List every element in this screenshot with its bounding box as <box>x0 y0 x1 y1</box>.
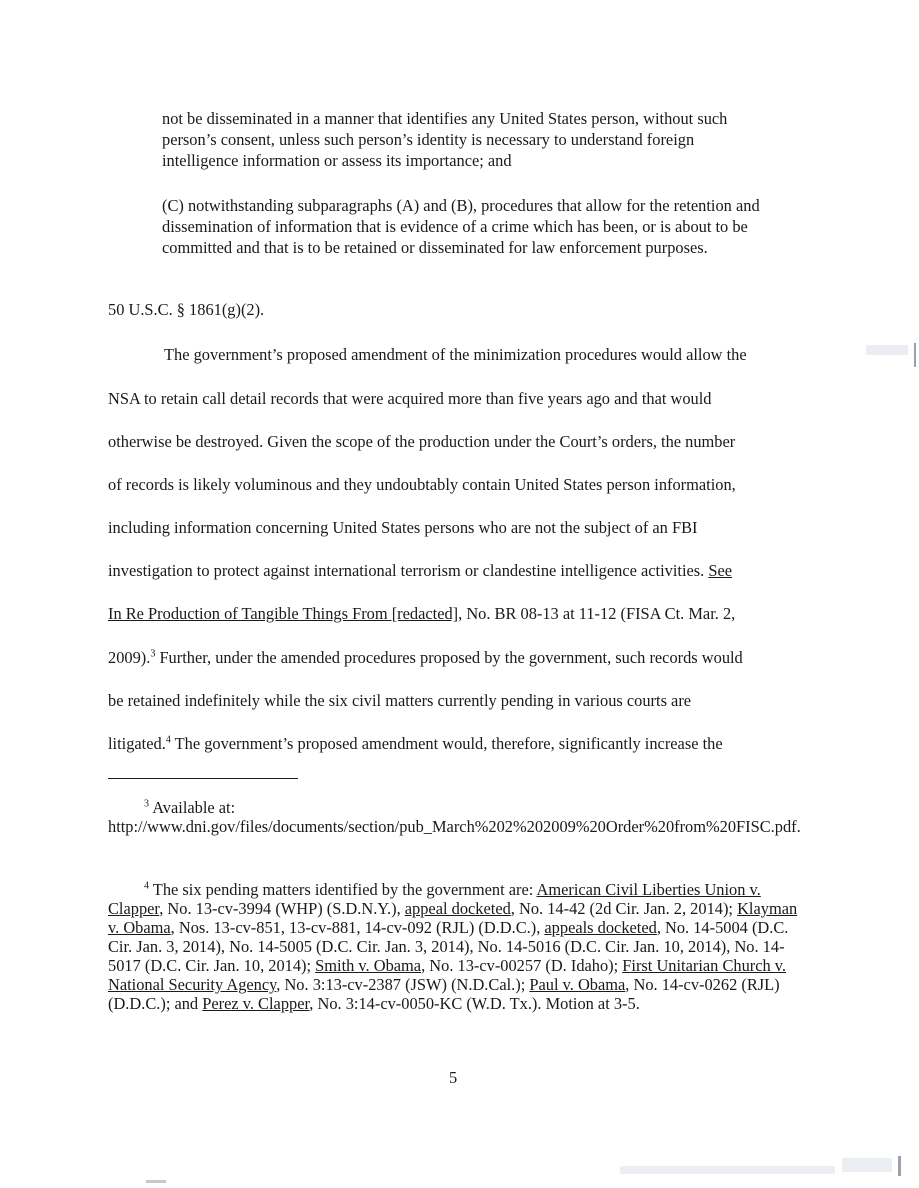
body-text: , No. BR 08-13 at 11-12 (FISA Ct. Mar. 2, <box>458 604 736 623</box>
case-name: First Unitarian Church v. National Security Agency <box>108 956 787 994</box>
case-name: Paul v. Obama <box>529 975 626 994</box>
block-quote-paragraph-1: not be disseminated in a manner that identifies any United States person, without such person’s consent, unless such person’s identity is necessary to understand foreign intelligence information or assess its importance; and <box>162 109 728 170</box>
body-line-1 <box>108 345 747 365</box>
footnote-text: Available at: <box>149 798 236 817</box>
case-name: Klayman v. Obama <box>108 899 798 937</box>
footnote-text: , No. 13-cv-00257 (D. Idaho); <box>421 956 623 975</box>
body-text: otherwise be destroyed. Given the scope of the production under the Court’s orders, the number <box>108 432 736 451</box>
scan-artifact <box>914 343 916 367</box>
footnote-ref-4: 4 <box>165 734 171 746</box>
footnote-text: , No. 14-cv-0262 (RJL) (D.D.C.); and <box>108 975 780 1013</box>
footnote-text: , No. 3:14-cv-0050-KC (W.D. Tx.). Motion at 3-5. <box>309 994 640 1013</box>
scan-artifact <box>866 345 908 355</box>
body-line-7 <box>108 604 735 624</box>
footnote-ref-3: 3 <box>150 648 156 660</box>
case-name: American Civil Liberties Union v. Clapper <box>108 880 761 918</box>
case-name: In Re Production of Tangible Things From [redacted] <box>108 604 459 623</box>
scan-artifact <box>842 1158 892 1172</box>
body-text: litigated. <box>108 734 166 753</box>
footnote-4 <box>108 880 808 1013</box>
body-line-9 <box>108 691 691 711</box>
page-number: 5 <box>449 1068 458 1087</box>
body-text: Further, under the amended procedures proposed by the government, such records would <box>155 648 743 667</box>
body-line-2 <box>108 389 712 409</box>
case-name: Perez v. Clapper <box>202 994 310 1013</box>
footnote-url: http://www.dni.gov/files/documents/section/pub_March%202%202009%20Order%20from%20FISC.pdf. <box>108 817 801 836</box>
footnote-3 <box>108 798 808 836</box>
footnote-text: , No. 14-42 (2d Cir. Jan. 2, 2014); <box>510 899 738 918</box>
scan-artifact <box>620 1166 835 1174</box>
body-text: be retained indefinitely while the six civil matters currently pending in various courts are <box>108 691 692 710</box>
body-line-8 <box>108 648 743 668</box>
footnote-text: , Nos. 13-cv-851, 13-cv-881, 14-cv-092 (RJL) (D.D.C.), <box>170 918 545 937</box>
body-line-6 <box>108 561 732 581</box>
footnote-text: , No. 3:13-cv-2387 (JSW) (N.D.Cal.); <box>276 975 530 994</box>
case-status: appeals docketed <box>544 918 657 937</box>
body-line-5 <box>108 518 697 538</box>
body-text: of records is likely voluminous and they undoubtably contain United States person information, <box>108 475 736 494</box>
body-line-3 <box>108 432 735 452</box>
footnote-text: The six pending matters identified by the government are: <box>149 880 537 899</box>
body-text: investigation to protect against international terrorism or clandestine intelligence activities. <box>108 561 709 580</box>
body-line-10 <box>108 734 723 754</box>
case-status: appeal docketed <box>404 899 511 918</box>
body-text: The government’s proposed amendment would, therefore, significantly increase the <box>170 734 723 753</box>
footnote-marker-3: 3 <box>144 798 149 810</box>
citation-signal-see: See <box>708 561 733 580</box>
footnote-marker-4: 4 <box>144 880 149 892</box>
body-text: The government’s proposed amendment of the minimization procedures would allow the <box>164 345 747 364</box>
body-line-4 <box>108 475 736 495</box>
body-text: including information concerning United States persons who are not the subject of an FBI <box>108 518 698 537</box>
footnote-text: , No. 13-cv-3994 (WHP) (S.D.N.Y.), <box>159 899 405 918</box>
footnote-separator <box>108 778 298 779</box>
case-name: Smith v. Obama <box>315 956 422 975</box>
scan-artifact <box>898 1156 901 1176</box>
body-text: 2009). <box>108 648 151 667</box>
statute-citation: 50 U.S.C. § 1861(g)(2). <box>108 300 265 319</box>
scan-artifact <box>146 1180 166 1183</box>
footnote-text: , No. 14-5004 (D.C. Cir. Jan. 3, 2014), No. 14-5005 (D.C. Cir. Jan. 3, 2014), No. 14-5016 (D.C. Cir. Jan. 10, 2014), No. 14-5017 (D.C. Cir. Jan. 10, 2014); <box>108 918 789 975</box>
block-quote-paragraph-2: (C) notwithstanding subparagraphs (A) and (B), procedures that allow for the retention and dissemination of information that is evidence of a crime which has been, or is about to be committed and that is to be retained or disseminated for law enforcement purposes. <box>162 196 760 257</box>
body-text: NSA to retain call detail records that were acquired more than five years ago and that would <box>108 389 712 408</box>
